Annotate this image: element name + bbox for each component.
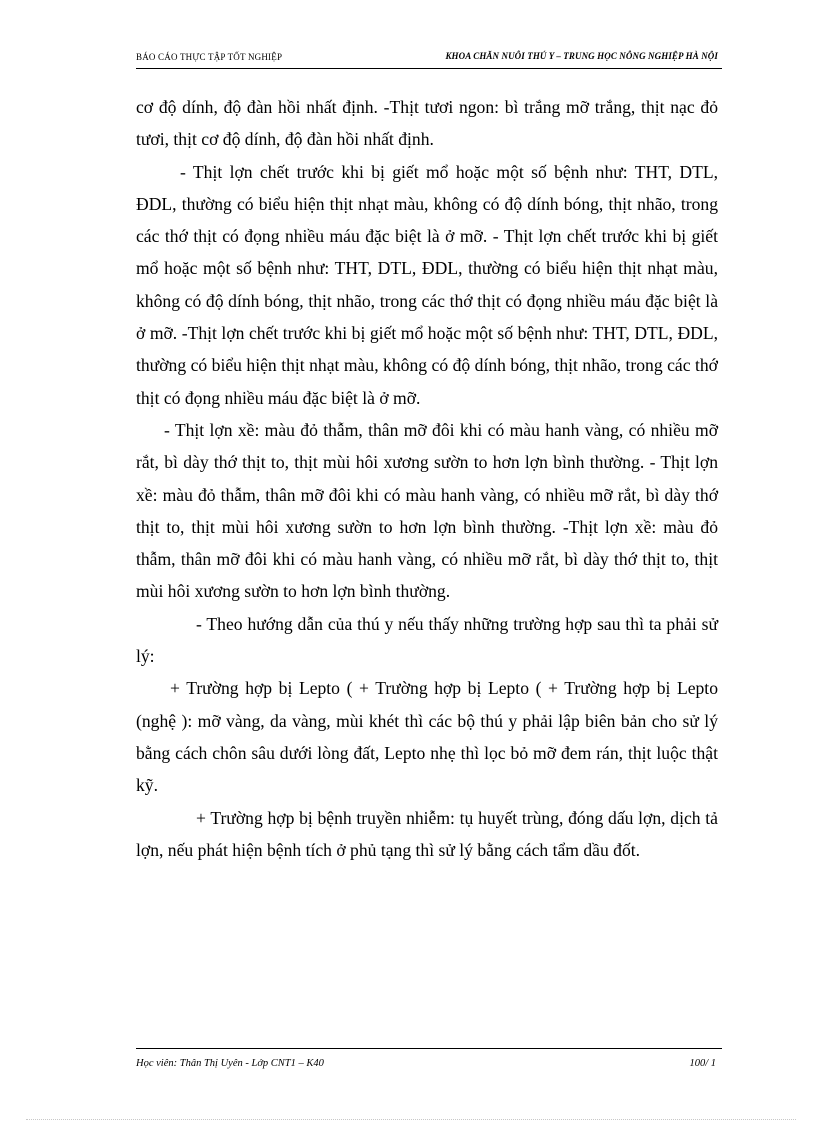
paragraph-dead-pig-meat: - Thịt lợn chết trước khi bị giết mổ hoặc một số bệnh như: THT, DTL, ĐDL, thường có biểu hiện thịt nhạt màu, không có độ dính bóng, thịt nhão, trong các thớ thịt có đọng nhiều máu đặc biệt là ở mỡ. - Thịt lợn chết trước khi bị giết mổ hoặc một số bệnh như: THT, DTL, ĐDL, thường có biểu hiện thịt nhạt màu, không có độ dính bóng, thịt nhão, trong các thớ thịt có đọng nhiều máu đặc biệt là ở mỡ. -Thịt lợn chết trước khi bị giết mổ hoặc một số bệnh như: THT, DTL, ĐDL, thường có biểu hiện thịt nhạt màu, không có độ dính bóng, thịt nhão, trong các thớ thịt có đọng nhiều máu đặc biệt là ở mỡ. [136, 161, 718, 408]
page-bottom-dotted-border [26, 1119, 796, 1120]
document-body [136, 91, 718, 866]
paragraph-vet-guidance: - Theo hướng dẫn của thú y nếu thấy những trường hợp sau thì ta phải sử lý: [136, 613, 718, 667]
header-report-title: BÁO CÁO THỰC TẬP TỐT NGHIỆP [136, 52, 283, 62]
footer-page-number: 100/ 1 [689, 1058, 716, 1069]
paragraph-infectious-case: + Trường hợp bị bệnh truyền nhiễm: tụ huyết trùng, đóng dấu lợn, dịch tả lợn, nếu phát hiện bệnh tích ở phủ tạng thì sử lý bằng cách tẩm dầu đốt. [136, 807, 718, 860]
paragraph-fresh-meat: cơ độ dính, độ đàn hồi nhất định. -Thịt tươi ngon: bì trắng mỡ trắng, thịt nạc đỏ tươi, thịt cơ độ dính, độ đàn hồi nhất định. [136, 97, 718, 150]
paragraph-lepto-case: + Trường hợp bị Lepto ( + Trường hợp bị Lepto ( + Trường hợp bị Lepto (nghệ ): mỡ vàng, da vàng, mùi khét thì các bộ thú y phải lập biên bản cho sử lý bằng cách chôn sâu dưới lòng đất, Lepto nhẹ thì lọc bỏ mỡ đem rán, thịt luộc thật kỹ. [136, 678, 718, 796]
page-footer [136, 1048, 722, 1073]
page-header [136, 50, 722, 69]
footer-student-info: Học viên: Thân Thị Uyên - Lớp CNT1 – K40 [136, 1058, 324, 1069]
paragraph-sow-meat: - Thịt lợn xề: màu đỏ thẫm, thân mỡ đôi khi có màu hanh vàng, có nhiều mỡ rắt, bì dày thớ thịt to, thịt mùi hôi xương sườn to hơn lợn bình thường. - Thịt lợn xề: màu đỏ thẫm, thân mỡ đôi khi có màu hanh vàng, có nhiều mỡ rắt, bì dày thớ thịt to, thịt mùi hôi xương sườn to hơn lợn bình thường. -Thịt lợn xề: màu đỏ thẫm, thân mỡ đôi khi có màu hanh vàng, có nhiều mỡ rắt, bì dày thớ thịt to, thịt mùi hôi xương sườn to hơn lợn bình thường. [136, 419, 718, 602]
header-faculty-name: KHOA CHĂN NUÔI THÚ Y – TRUNG HỌC NÔNG NGHIỆP HÀ NỘI [445, 51, 718, 61]
